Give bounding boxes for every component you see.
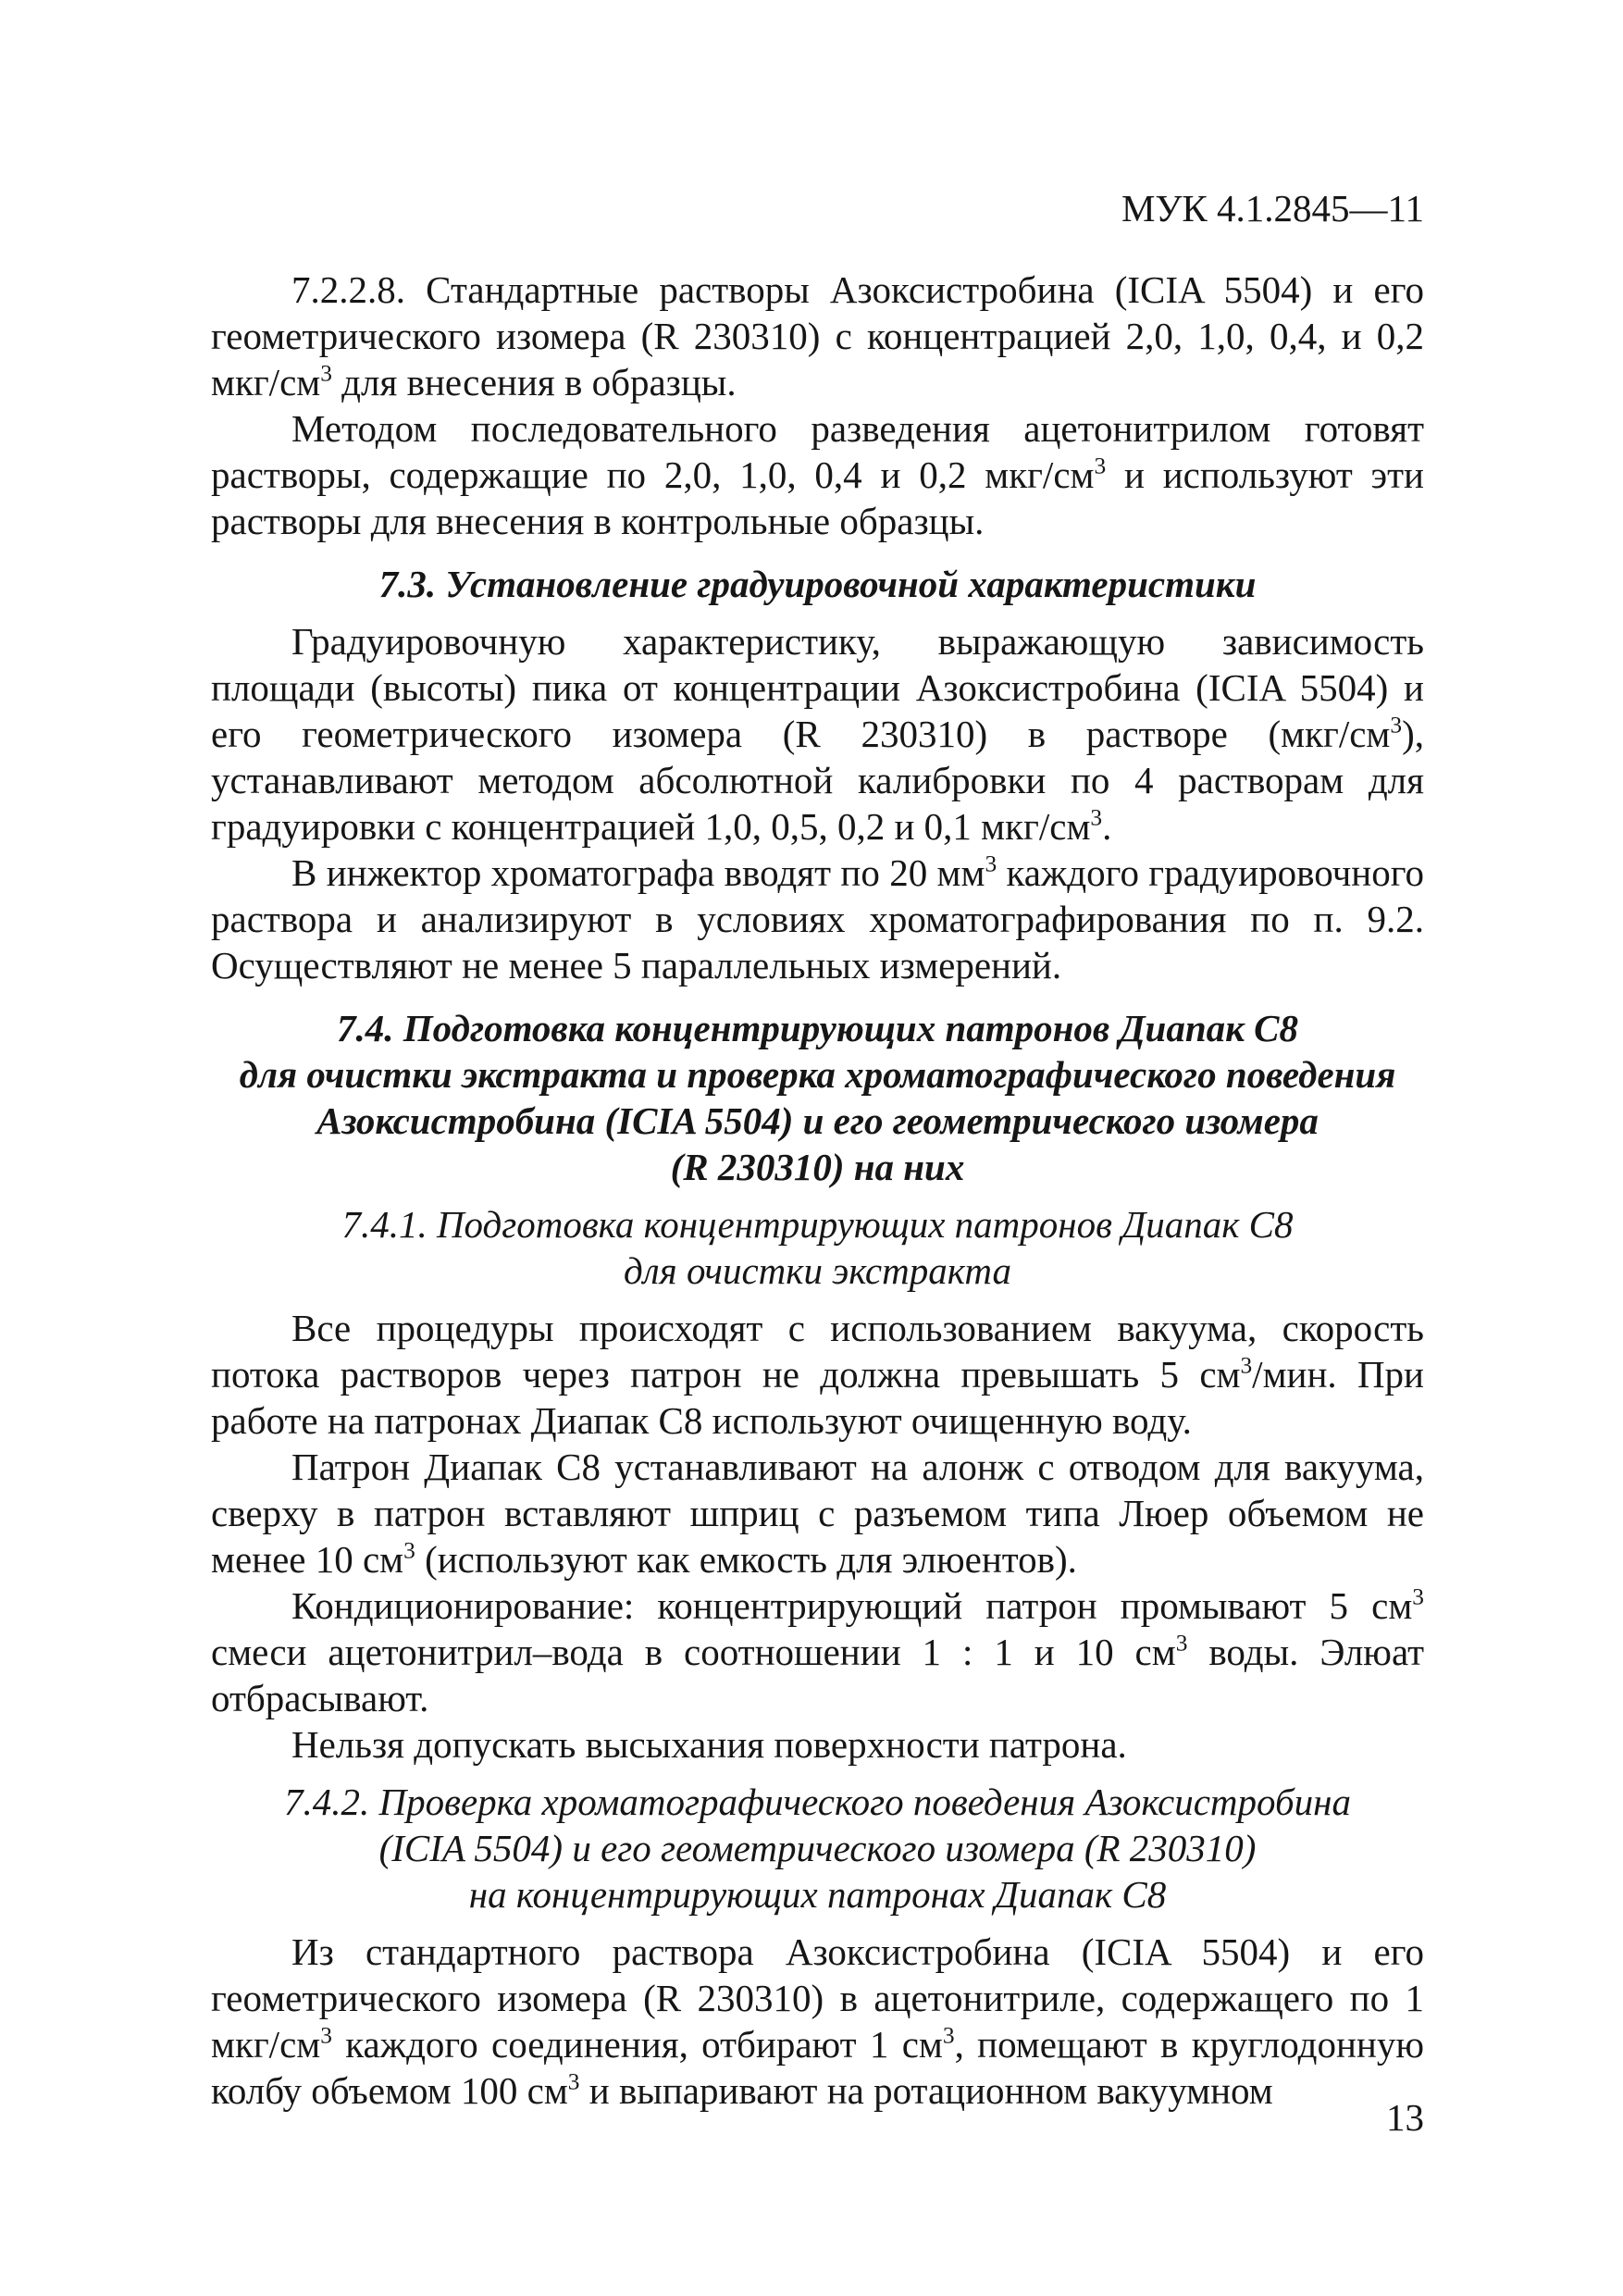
section-7-4-2-heading: 7.4.2. Проверка хроматографического поведения Азоксистробина (ICIA 5504) и его геометрического изомера (R 230310) на концентрирующих патронах Диапак С8 (284, 1781, 1351, 1916)
page-number: 13 (1386, 2096, 1424, 2139)
paragraph-7-2-2-8: 7.2.2.8. Стандартные растворы Азоксистробина (ICIA 5504) и его геометрического изомера (R 230310) с концентрацией 2,0, 1,0, 0,4, и 0,2 мкг/$см^3$ для внесения в образцы. (211, 268, 1424, 403)
paragraph-conditioning: Кондиционирование: концентрирующий патрон промывают 5 $см^3$ смеси ацетонитрил–вода в соотношении 1 : 1 и 10 $см^3$ воды. Элюат отбрасывают. (211, 1583, 1424, 1719)
section-7-3-heading: 7.3. Установление градуировочной характеристики (378, 563, 1257, 605)
paragraph-no-drying: Нельзя допускать высыхания поверхности патрона. (291, 1723, 1127, 1766)
section-7-4-heading: 7.4. Подготовка концентрирующих патронов Диапак С8 для очистки экстракта и проверка хроматографического поведения Азоксистробина (ICIA 5504) и его геометрического изомера (R 230310) на них (239, 1007, 1396, 1188)
section-7-4-1-heading: 7.4.1. Подготовка концентрирующих патронов Диапак С8 для очистки экстракта (341, 1203, 1294, 1292)
paragraph-calibration: Градуировочную характеристику, выражающую зависимость площади (высоты) пика от концентрации Азоксистробина (ICIA 5504) и его геометрического изомера (R 230310) в растворе $(мкг/см^3)$, устанавливают методом абсолютной калибровки по 4 растворам для градуировки с концентрацией 1,0, 0,5, 0,2 и 0,1 мкг/$см^3$. (211, 620, 1424, 848)
paragraph-standard-solution: Из стандартного раствора Азоксистробина (ICIA 5504) и его геометрического изомера (R 230310) в ацетонитриле, содержащего по 1 мкг/$см^3$ каждого соединения, отбирают 1 $см^3$, помещают в круглодонную колбу объемом 100 $см^3$ и выпаривают на ротационном вакуумном (211, 1930, 1424, 2112)
running-header: МУК 4.1.2845—11 (1121, 187, 1424, 230)
paragraph-cartridge-setup: Патрон Диапак С8 устанавливают на алонж с отводом для вакуума, сверху в патрон вставляют шприц с разъемом типа Люер объемом не менее 10 $см^3$ (используют как емкость для элюентов). (211, 1446, 1424, 1581)
paragraph-injection: В инжектор хроматографа вводят по 20 $мм^3$ каждого градуировочного раствора и анализируют в условиях хроматографирования по п. 9.2. Осуществляют не менее 5 параллельных измерений. (211, 850, 1424, 987)
paragraph-dilution-method: Методом последовательного разведения ацетонитрилом готовят растворы, содержащие по 2,0, 1,0, 0,4 и 0,2 мкг/$см^3$ и используют эти растворы для внесения в контрольные образцы. (211, 407, 1424, 542)
paragraph-vacuum: Все процедуры происходят с использованием вакуума, скорость потока растворов через патрон не должна превышать 5 $см^3$/мин. При работе на патронах Диапак С8 используют очищенную воду. (211, 1307, 1424, 1442)
